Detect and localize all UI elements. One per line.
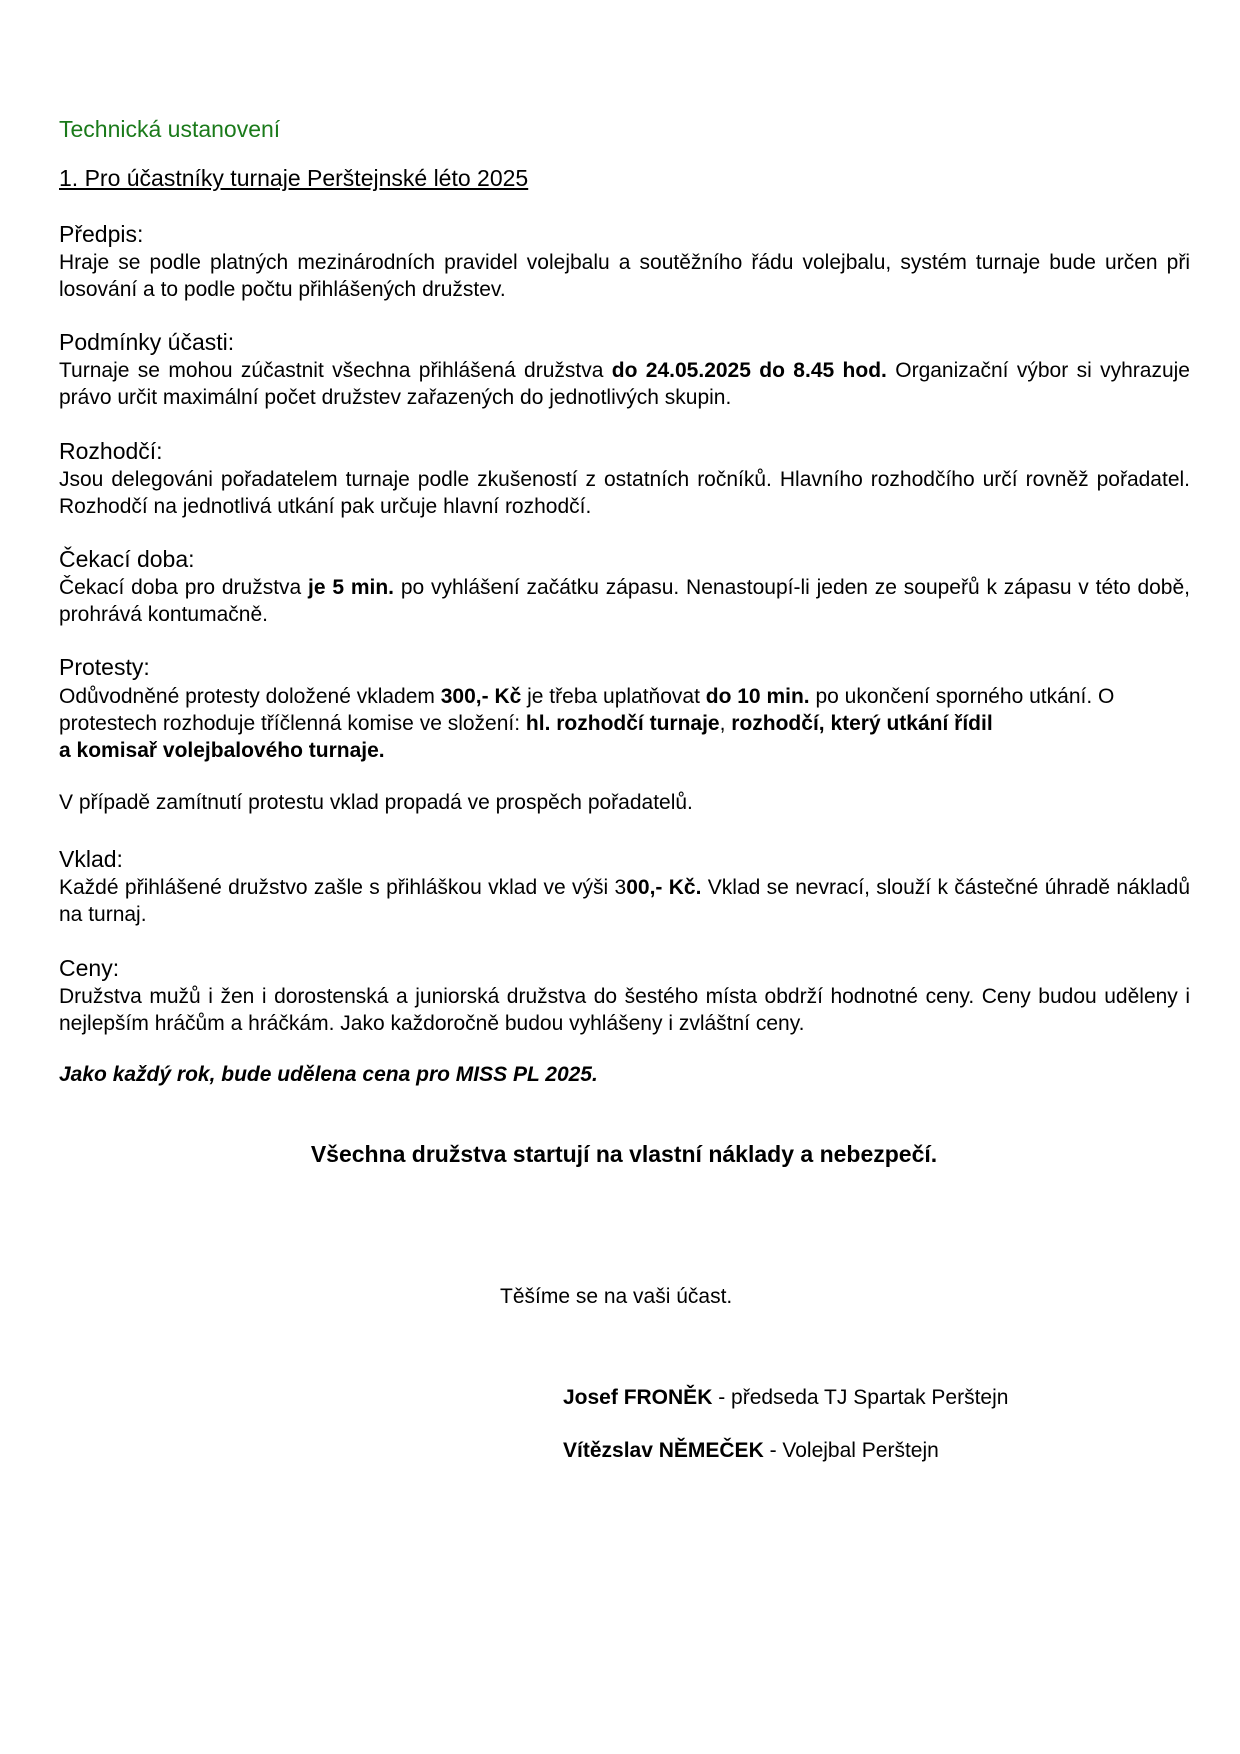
protesty-fee: 300,- Kč xyxy=(440,685,522,708)
protesty-text-3: po ukončení sporného utkání. O protestech rozhoduje tříčlenná komise ve složení: xyxy=(59,685,1115,735)
section-heading-cekaci: Čekací doba: xyxy=(59,546,195,572)
miss-award-note: Jako každý rok, bude udělena cena pro MISS PL 2025. xyxy=(59,1063,598,1086)
section-text-protesty xyxy=(59,683,1190,764)
signature-2-role: - Volejbal Perštejn xyxy=(763,1439,939,1462)
section-text-cekaci xyxy=(59,574,1190,628)
podminky-deadline: do 24.05.2025 do 8.45 hod. xyxy=(611,359,887,382)
protesty-member-3: a komisař volejbalového turnaje. xyxy=(59,739,385,762)
vklad-amount: 00,- Kč. xyxy=(626,876,702,899)
section-heading-vklad: Vklad: xyxy=(59,846,123,872)
signature-1-role: - předseda TJ Spartak Perštejn xyxy=(712,1386,1009,1409)
section-heading-predpis: Předpis: xyxy=(59,221,144,247)
signature-2-name: Vítězslav NĚMEČEK xyxy=(563,1439,764,1462)
cekaci-text-2: po vyhlášení začátku zápasu. Nenastoupí-li jeden ze soupeřů k zápasu v této době, prohrává kontumačně. xyxy=(59,576,1191,626)
section-text-podminky xyxy=(59,357,1190,411)
document-title: Technická ustanovení xyxy=(59,116,281,142)
signature-1-name: Josef FRONĚK xyxy=(563,1386,713,1409)
protesty-text-2: je třeba uplatňovat xyxy=(521,685,706,708)
section-text-predpis: Hraje se podle platných mezinárodních pravidel volejbalu a soutěžního řádu volejbalu, systém turnaje bude určen při losování a to podle počtu přihlášených družstev. xyxy=(59,251,1190,301)
risk-notice: Všechna družstva startují na vlastní náklady a nebezpečí. xyxy=(310,1141,938,1167)
section-heading-podminky: Podmínky účasti: xyxy=(59,329,235,355)
protesty-text-4: , xyxy=(719,712,732,735)
greeting: Těšíme se na vaši účast. xyxy=(500,1285,733,1308)
section-heading-protesty: Protesty: xyxy=(59,654,150,680)
document-subtitle: 1. Pro účastníky turnaje Perštejnské léto 2025 xyxy=(59,165,529,191)
section-text-vklad xyxy=(59,874,1190,928)
podminky-text-2: Organizační výbor si vyhrazuje právo určit maximální počet družstev zařazených do jednotlivých skupin. xyxy=(59,359,1190,409)
section-heading-ceny: Ceny: xyxy=(59,955,120,981)
cekaci-text-1: Čekací doba pro družstva xyxy=(59,576,309,599)
protesty-deadline: do 10 min. xyxy=(705,685,810,708)
vklad-text-2: Vklad se nevrací, slouží k částečné úhradě nákladů na turnaj. xyxy=(59,876,1190,926)
cekaci-duration: je 5 min. xyxy=(308,576,395,599)
protesty-text-1: Odůvodněné protesty doložené vkladem xyxy=(59,685,441,708)
section-text-rozhodci: Jsou delegováni pořadatelem turnaje podle zkušeností z ostatních ročníků. Hlavního rozhodčího určí rovněž pořadatel. Rozhodčí na jednotlivá utkání pak určuje hlavní rozhodčí. xyxy=(59,468,1190,518)
vklad-text-1: Každé přihlášené družstvo zašle s přihláškou vklad ve výši 3 xyxy=(59,876,627,899)
protesty-member-2: rozhodčí, který utkání řídil xyxy=(731,712,993,735)
protesty-note: V případě zamítnutí protestu vklad propadá ve prospěch pořadatelů. xyxy=(59,791,693,814)
podminky-text-1: Turnaje se mohou zúčastnit všechna přihlášená družstva xyxy=(59,359,612,382)
section-heading-rozhodci: Rozhodčí: xyxy=(59,438,163,464)
signature-2 xyxy=(563,1437,939,1464)
section-text-ceny: Družstva mužů i žen i dorostenská a juniorská družstva do šestého místa obdrží hodnotné ceny. Ceny budou uděleny i nejlepším hráčům a hráčkám. Jako každoročně budou vyhlášeny i zvláštní ceny. xyxy=(59,985,1190,1035)
signature-1 xyxy=(563,1384,1008,1411)
protesty-member-1: hl. rozhodčí turnaje xyxy=(525,712,720,735)
